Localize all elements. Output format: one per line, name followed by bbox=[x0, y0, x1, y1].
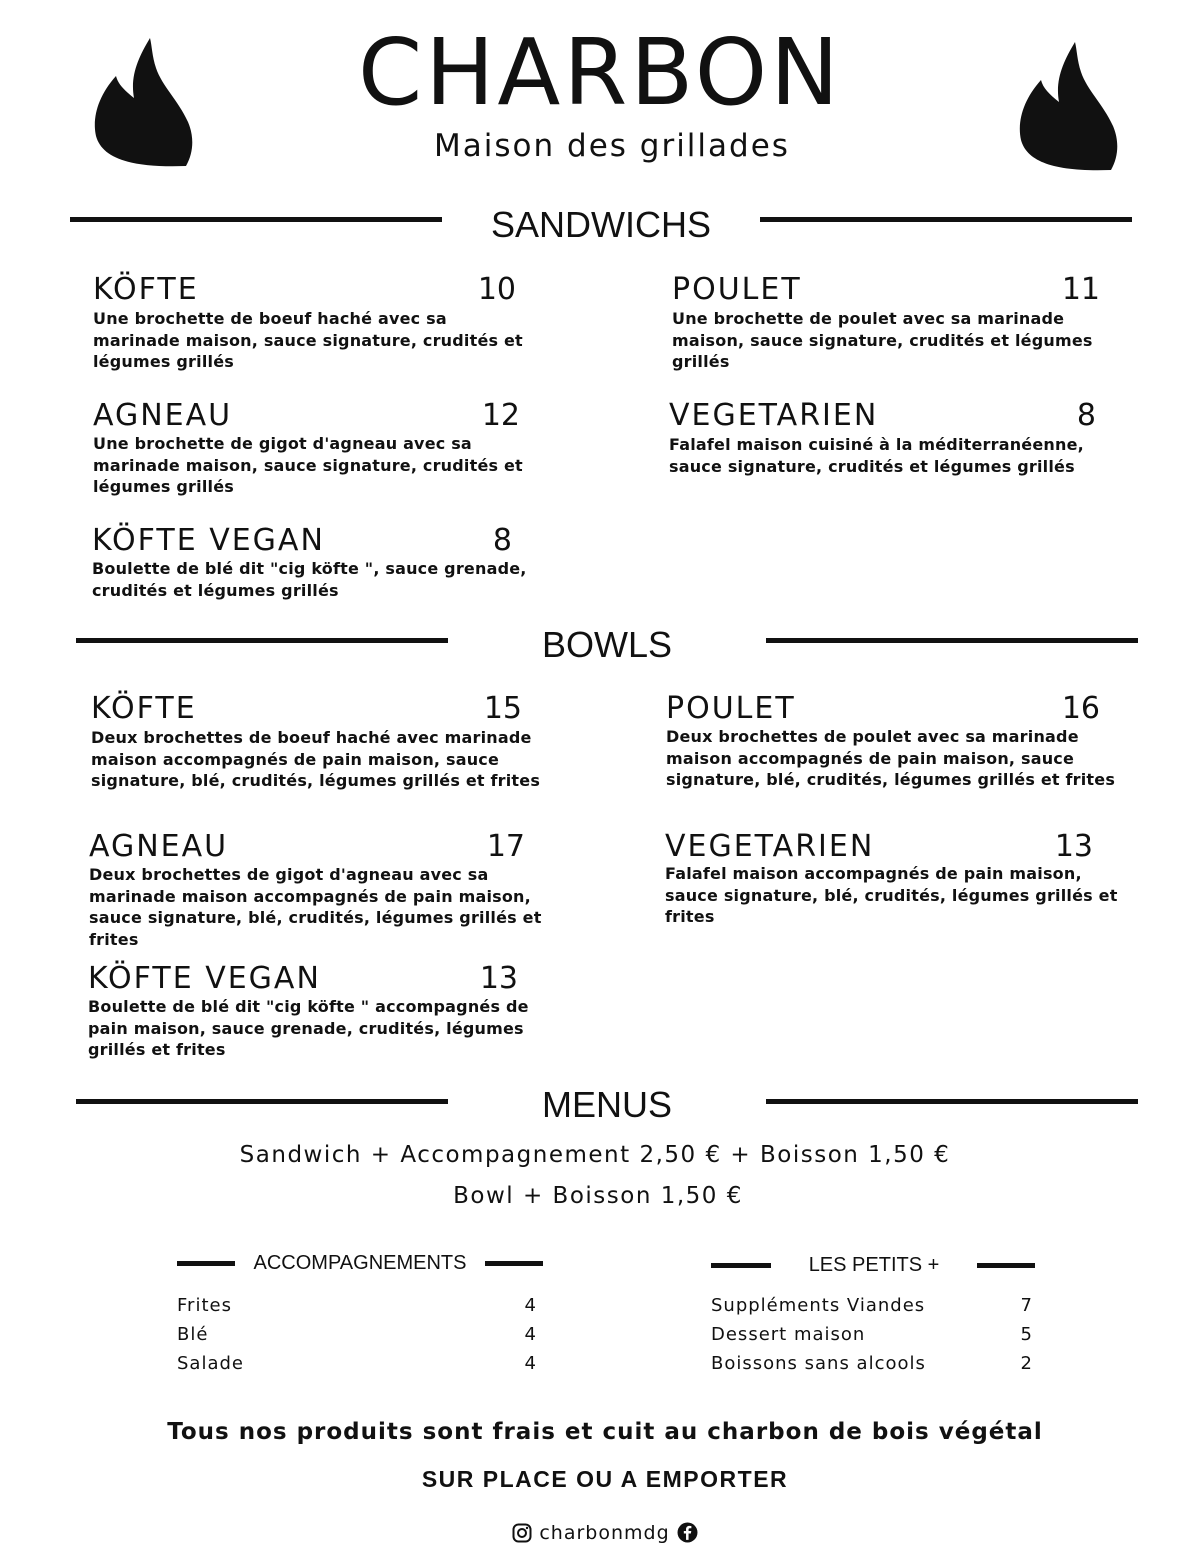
facebook-icon bbox=[677, 1522, 698, 1543]
item-description: Deux brochettes de poulet avec sa marinade maison accompagnés de pain maison, sauce signature, blé, crudités, légumes grillés et frites bbox=[666, 727, 1116, 789]
menu-formula-bowl: Bowl + Boisson 1,50 € bbox=[453, 1183, 743, 1209]
item-description: Boulette de blé dit "cig köfte " accompagnés de pain maison, sauce grenade, crudités, légumes grillés et frites bbox=[88, 997, 529, 1059]
item-name: AGNEAU bbox=[89, 829, 229, 864]
item-description: Deux brochettes de gigot d'agneau avec sa marinade maison accompagnés de pain maison, sauce signature, blé, crudités, légumes grillés et frites bbox=[89, 865, 542, 949]
section-divider-left bbox=[76, 1099, 448, 1104]
section-title-sandwichs: SANDWICHS bbox=[490, 204, 711, 245]
social-handle-text: charbonmdg bbox=[539, 1522, 670, 1544]
item-description: Falafel maison cuisiné à la méditerranéenne, sauce signature, crudités et légumes grillés bbox=[669, 435, 1084, 476]
item-name: POULET bbox=[672, 272, 802, 307]
item-name: VEGETARIEN bbox=[669, 398, 879, 433]
item-price: 13 bbox=[479, 961, 518, 996]
item-description: Boulette de blé dit "cig köfte ", sauce grenade, crudités et légumes grillés bbox=[92, 559, 527, 600]
item-description: Une brochette de poulet avec sa marinade maison, sauce signature, crudités et légumes grillés bbox=[672, 309, 1093, 371]
subsection-title-petits: LES PETITS + bbox=[808, 1254, 940, 1276]
subsection-divider-left bbox=[711, 1263, 771, 1268]
item-price: 17 bbox=[486, 829, 525, 864]
section-divider-right bbox=[760, 217, 1132, 222]
social-handle[interactable] bbox=[0, 1520, 1200, 1546]
quality-note: Tous nos produits sont frais et cuit au charbon de bois végétal bbox=[167, 1419, 1043, 1445]
subsection-divider-right bbox=[485, 1261, 543, 1266]
item-description: Falafel maison accompagnés de pain maison, sauce signature, blé, crudités, légumes grillés et frites bbox=[665, 864, 1118, 926]
brand-title: CHARBON bbox=[357, 19, 842, 126]
section-divider-right bbox=[766, 1099, 1138, 1104]
item-name: POULET bbox=[666, 691, 796, 726]
item-name: VEGETARIEN bbox=[665, 829, 875, 864]
instagram-icon bbox=[512, 1523, 532, 1543]
subsection-divider-right bbox=[977, 1263, 1035, 1268]
section-divider-right bbox=[766, 638, 1138, 643]
item-price: 12 bbox=[481, 398, 520, 433]
section-divider-left bbox=[76, 638, 448, 643]
item-price: 15 bbox=[483, 691, 522, 726]
menu-formula-sandwich: Sandwich + Accompagnement 2,50 € + Boisson 1,50 € bbox=[239, 1142, 951, 1168]
item-price: 8 bbox=[1076, 398, 1096, 433]
item-price: 11 bbox=[1061, 272, 1100, 307]
brand-tagline: Maison des grillades bbox=[434, 128, 790, 164]
item-price: 13 bbox=[1054, 829, 1093, 864]
item-price: 16 bbox=[1061, 691, 1100, 726]
item-price: 10 bbox=[477, 272, 516, 307]
item-name: KÖFTE VEGAN bbox=[88, 961, 321, 996]
item-name: KÖFTE bbox=[91, 691, 197, 726]
item-name: KÖFTE VEGAN bbox=[92, 523, 325, 558]
subsection-title-accompagnements: ACCOMPAGNEMENTS bbox=[253, 1252, 467, 1274]
service-note: SUR PLACE OU A EMPORTER bbox=[421, 1466, 789, 1492]
item-description: Une brochette de gigot d'agneau avec sa marinade maison, sauce signature, crudités et légumes grillés bbox=[93, 434, 523, 496]
subsection-divider-left bbox=[177, 1261, 235, 1266]
item-price: 8 bbox=[492, 523, 512, 558]
item-name: AGNEAU bbox=[93, 398, 233, 433]
item-description: Deux brochettes de boeuf haché avec marinade maison accompagnés de pain maison, sauce signature, blé, crudités, légumes grillés et frites bbox=[91, 728, 541, 790]
item-name: KÖFTE bbox=[93, 272, 199, 307]
section-divider-left bbox=[70, 217, 442, 222]
section-title-bowls: BOWLS bbox=[541, 624, 673, 665]
item-description: Une brochette de boeuf haché avec sa marinade maison, sauce signature, crudités et légumes grillés bbox=[93, 309, 523, 371]
section-title-menus: MENUS bbox=[541, 1084, 672, 1125]
